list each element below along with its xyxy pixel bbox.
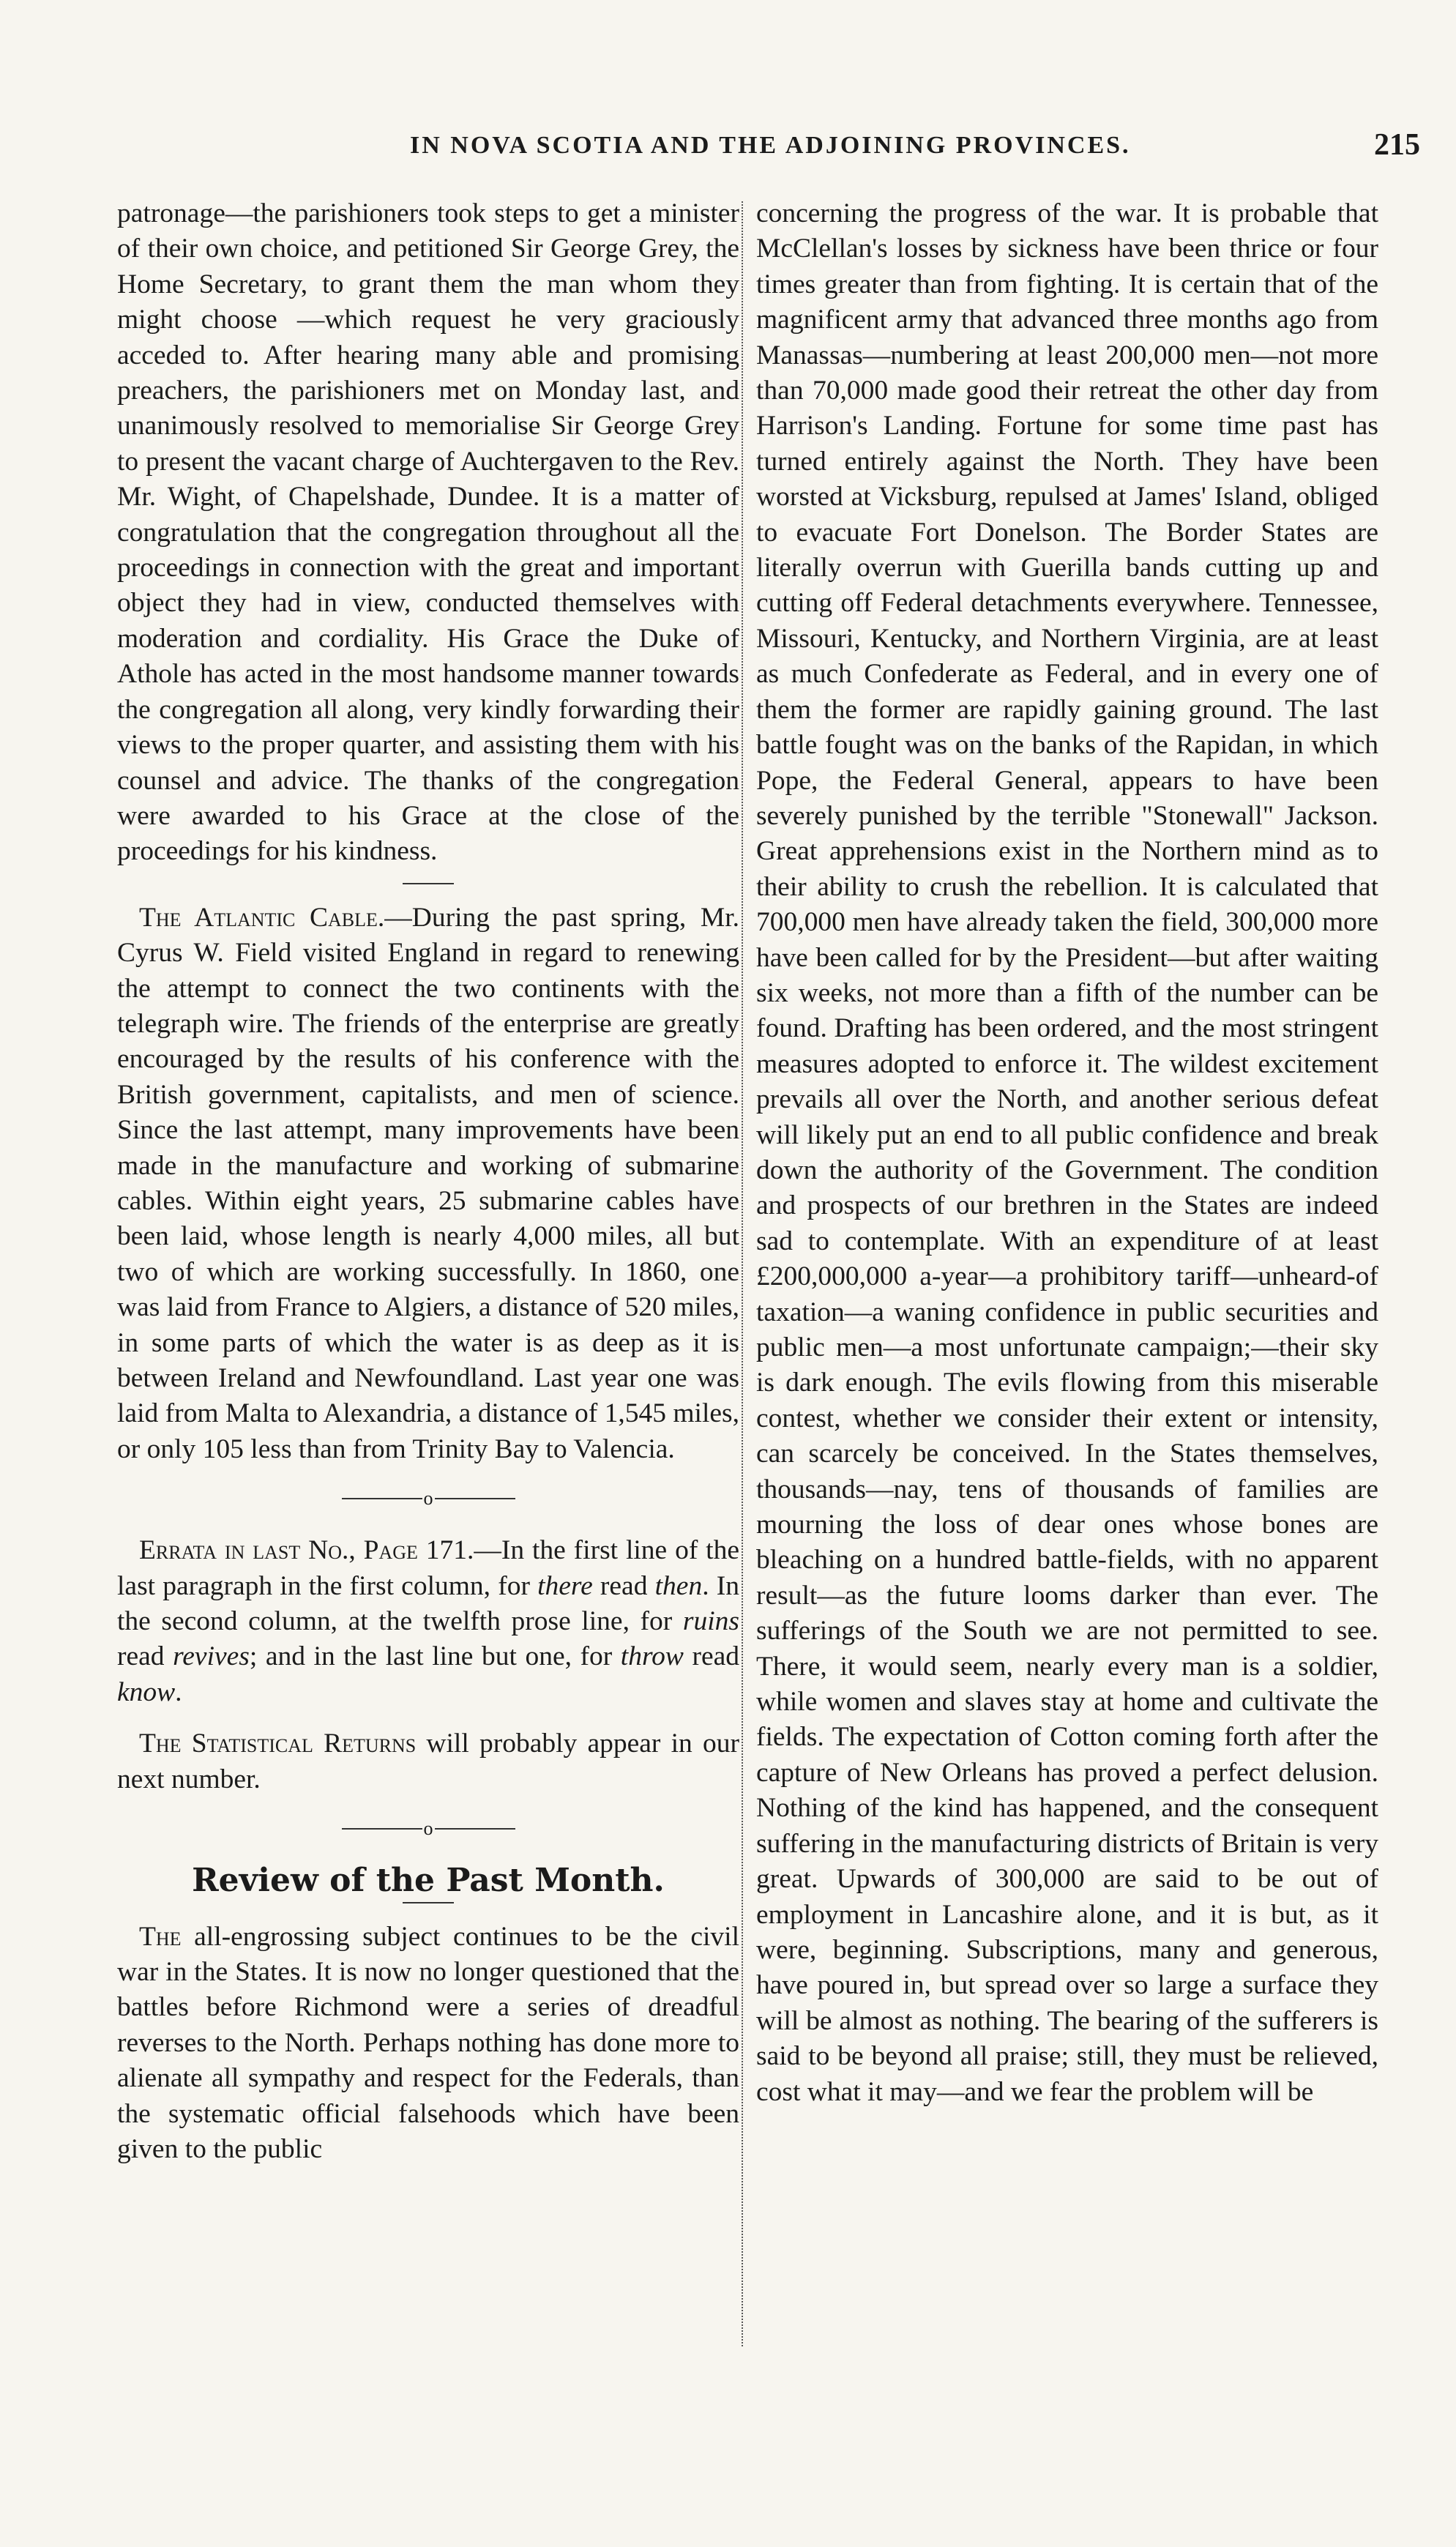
- title-divider: [403, 1902, 454, 1903]
- o-rule-divider-2: o: [117, 1816, 739, 1840]
- errata-heading: Errata in last No., Page 171.: [139, 1535, 474, 1566]
- right-column: [756, 196, 1378, 2110]
- section-divider: [403, 883, 454, 884]
- war-review-paragraph: concerning the progress of the war. It is probable that McClellan's losses by sickness have been thrice or four times greater than from fighting. It is certain that of the magnificent army that advanced three months ago from Manassas—numbering at least 200,000 men—not more than 70,000 made good their retreat the other day from Harrison's Landing. Fortune for some time past has turned entirely against the North. They have been worsted at Vicksburg, repulsed at James' Island, obliged to evacuate Fort Donelson. The Border States are literally overrun with Guerilla bands cutting up and cutting off Federal detachments everywhere. Tennessee, Missouri, Kentucky, and Northern Virginia, are at least as much Confederate as Federal, and in every one of them the former are rapidly gaining ground. The last battle fought was on the banks of the Rapidan, in which Pope, the Federal General, appears to have been severely punished by the terrible "Stonewall" Jackson. Great apprehensions exist in the Northern mind as to their ability to crush the rebellion. It is calculated that 700,000 men have already taken the field, 300,000 more have been called for by the President—but after waiting six weeks, not more than a fifth of the number can be found. Drafting has been ordered, and the most stringent measures adopted to enforce it. The wildest excitement prevails all over the North, and another serious defeat will likely put an end to all public confidence and break down the authority of the Government. The condition and prospects of our brethren in the States are indeed sad to contemplate. With an expenditure of at least £200,000,000 a-year—a prohibitory tariff—unheard-of taxation—a waning confidence in public securities and public men—a most unfortunate campaign;—their sky is dark enough. The evils flowing from this miserable contest, whether we consider their extent or intensity, can scarcely be conceived. In the States themselves, thousands—nay, tens of thousands of families are mourning the loss of dear ones whose bones are bleaching on a hundred battle-fields, with no apparent result—as the future looms darker than ever. The sufferings of the South we are not permitted to see. There, it would seem, nearly every man is a soldier, while women and slaves stay at home and cultivate the fields. The expectation of Cotton coming forth after the capture of New Orleans has proved a perfect delusion. Nothing of the kind has happened, and the consequent suffering in the manufacturing districts of Britain is very great. Upwards of 300,000 are said to be out of employment in Lancashire alone, and it is but, as it were, beginning. Subscriptions, many and generous, have poured in, but spread over so large a surface they will be almost as nothing. The bearing of the sufferers is said to be beyond all praise; still, they must be relieved, cost what it may—and we fear the problem will be: [756, 198, 1378, 2107]
- left-column: [117, 196, 739, 2167]
- statistical-returns-paragraph: The Statistical Returns will probably appear in our next number.: [117, 1729, 739, 1794]
- review-title: Review of the Past Month.: [192, 1862, 665, 1900]
- review-paragraph: The all-engrossing subject continues to be the civil war in the States. It is now no longer questioned that the battles before Richmond were a series of dreadful reverses to the North. Perhaps nothing has done more to alienate all sympathy and respect for the Federals, than the systematic official falsehoods which have been given to the public: [117, 1921, 739, 2164]
- atlantic-cable-body: —During the past spring, Mr. Cyrus W. Field visited England in regard to renewing the attempt to connect the two continents with the telegraph wire. The friends of the enterprise are greatly encouraged by the results of his conference with the British government, capitalists, and men of science. Since the last attempt, many improvements have been made in the manufacture and working of submarine cables. Within eight years, 25 submarine cables have been laid, whose length is nearly 4,000 miles, all but two of which are working successfully. In 1860, one was laid from France to Algiers, a distance of 520 miles, in some parts of which the water is as deep as it is between Ireland and Newfoundland. Last year one was laid from Malta to Alexandria, a distance of 1,545 miles, or only 105 less than from Trinity Bay to Valencia.: [117, 902, 739, 1464]
- running-head: IN NOVA SCOTIA AND THE ADJOINING PROVINCES.: [410, 132, 1131, 159]
- atlantic-cable-heading: The Atlantic Cable.: [139, 902, 385, 933]
- errata-paragraph: Errata in last No., Page 171.—In the first line of the last paragraph in the first column, for there read then. In the second column, at the twelfth prose line, for ruins read revives; and in the last line but one, for throw read know.: [117, 1535, 740, 1707]
- column-rule: [742, 201, 743, 2346]
- page-number: 215: [1374, 128, 1420, 162]
- atlantic-cable-paragraph: [117, 900, 739, 1468]
- page-header: [410, 128, 1435, 176]
- review-lead: The: [139, 1921, 182, 1952]
- o-rule-divider: o: [117, 1486, 739, 1510]
- statistical-returns-heading: The Statistical Returns: [139, 1729, 417, 1759]
- parish-paragraph: patronage—the parishioners took steps to get a minister of their own choice, and petitioned Sir George Grey, the Home Secretary, to grant them the man whom they might choose —which request he very graciously acceded to. After hearing many able and promising preachers, the parishioners met on Monday last, and unanimously resolved to memorialise Sir George Grey to present the vacant charge of Auchtergaven to the Rev. Mr. Wight, of Chapelshade, Dundee. It is a matter of congratulation that the congregation throughout all the proceedings in connection with the great and important object they had in view, conducted themselves with moderation and cordiality. His Grace the Duke of Athole has acted in the most handsome manner towards the congregation all along, very kindly forwarding their views to the proper quarter, and assisting them with his counsel and advice. The thanks of the congregation were awarded to his Grace at the close of the proceedings for his kindness.: [117, 198, 739, 867]
